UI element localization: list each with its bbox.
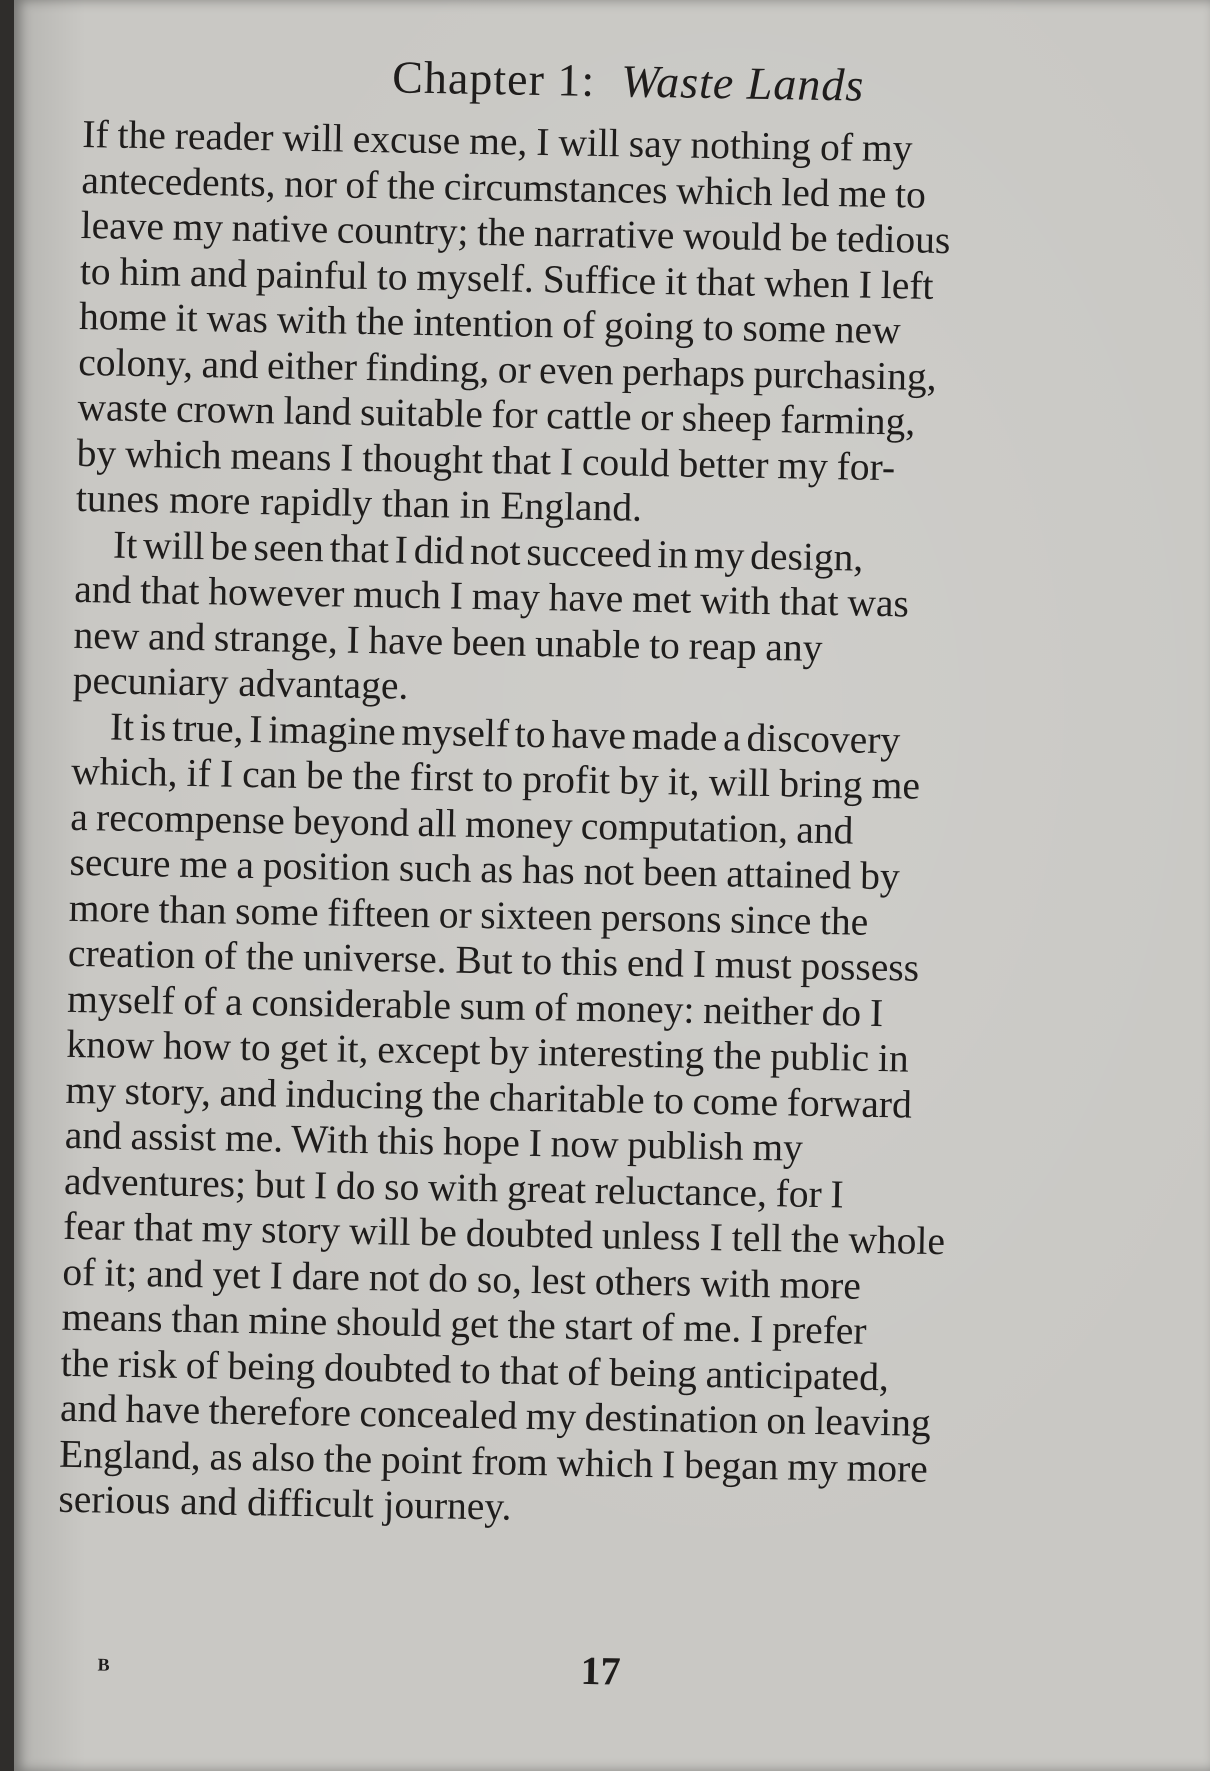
book-page — [14, 0, 1210, 1771]
text-line: It will be seen that I did not succeed in my design, — [112, 522, 864, 580]
text-line: more than some fifteen or sixteen persons since the — [68, 885, 869, 944]
text-line: England, as also the point from which I began my more — [58, 1431, 929, 1491]
text-line: my story, and inducing the charitable to come forward — [65, 1067, 913, 1127]
paragraph — [72, 521, 1165, 722]
text-line: If the reader will excuse me, I will say nothing of my — [81, 111, 913, 171]
text-line: pecuniary advantage. — [72, 657, 409, 708]
page-text-block — [58, 38, 1174, 1694]
text-line: fear that my story will be doubted unless I tell the whole — [62, 1203, 946, 1264]
text-line: creation of the universe. But to this end I must possess — [67, 930, 920, 990]
text-line: by which means I thought that I could better my for- — [76, 430, 896, 489]
text-line: tunes more rapidly than in England. — [75, 475, 643, 530]
text-line: serious and difficult journey. — [58, 1476, 512, 1529]
page-footer — [55, 1638, 1146, 1707]
text-line: to him and painful to myself. Suffice it that when I left — [79, 248, 934, 308]
paragraph — [76, 112, 1173, 540]
text-line: means than mine should get the start of me. I prefer — [61, 1294, 867, 1353]
text-line: of it; and yet I dare not do so, lest others with more — [62, 1249, 862, 1308]
chapter-heading — [83, 38, 1174, 125]
text-line: new and strange, I have been unable to reap any — [73, 612, 823, 670]
text-line: antecedents, nor of the circumstances which led me to — [81, 157, 927, 217]
text-line: which, if I can be the first to profit by it, will bring me — [70, 748, 921, 808]
paragraph — [58, 703, 1162, 1541]
text-line: waste crown land suitable for cattle or sheep farming, — [77, 384, 916, 444]
body-text — [58, 112, 1172, 1541]
chapter-title: Waste Lands — [620, 55, 865, 111]
page-number: 17 — [580, 1647, 621, 1694]
text-line: leave my native country; the narrative would be tedious — [80, 202, 951, 263]
text-line: a recompense beyond all money computation, and — [70, 794, 854, 853]
text-line: secure me a position such as has not been attained by — [69, 839, 901, 899]
text-line: adventures; but I do so with great reluctance, for I — [63, 1158, 845, 1216]
text-line: colony, and either finding, or even perhaps purchasing, — [77, 339, 937, 399]
text-line: It is true, I imagine myself to have made a discovery — [109, 704, 901, 762]
text-line: myself of a considerable sum of money: neither do I — [66, 976, 884, 1035]
text-line: know how to get it, except by interesting the public in — [66, 1021, 910, 1081]
chapter-label: Chapter 1: — [391, 51, 596, 106]
text-line: the risk of being doubted to that of being anticipated, — [60, 1340, 890, 1399]
text-line: home it was with the intention of going to some new — [78, 293, 902, 353]
text-line: and assist me. With this hope I now publish my — [64, 1112, 804, 1170]
text-line: and have therefore concealed my destination on leaving — [59, 1385, 932, 1445]
text-line: and that however much I may have met with that was — [73, 566, 910, 626]
signature-mark: B — [97, 1654, 110, 1675]
